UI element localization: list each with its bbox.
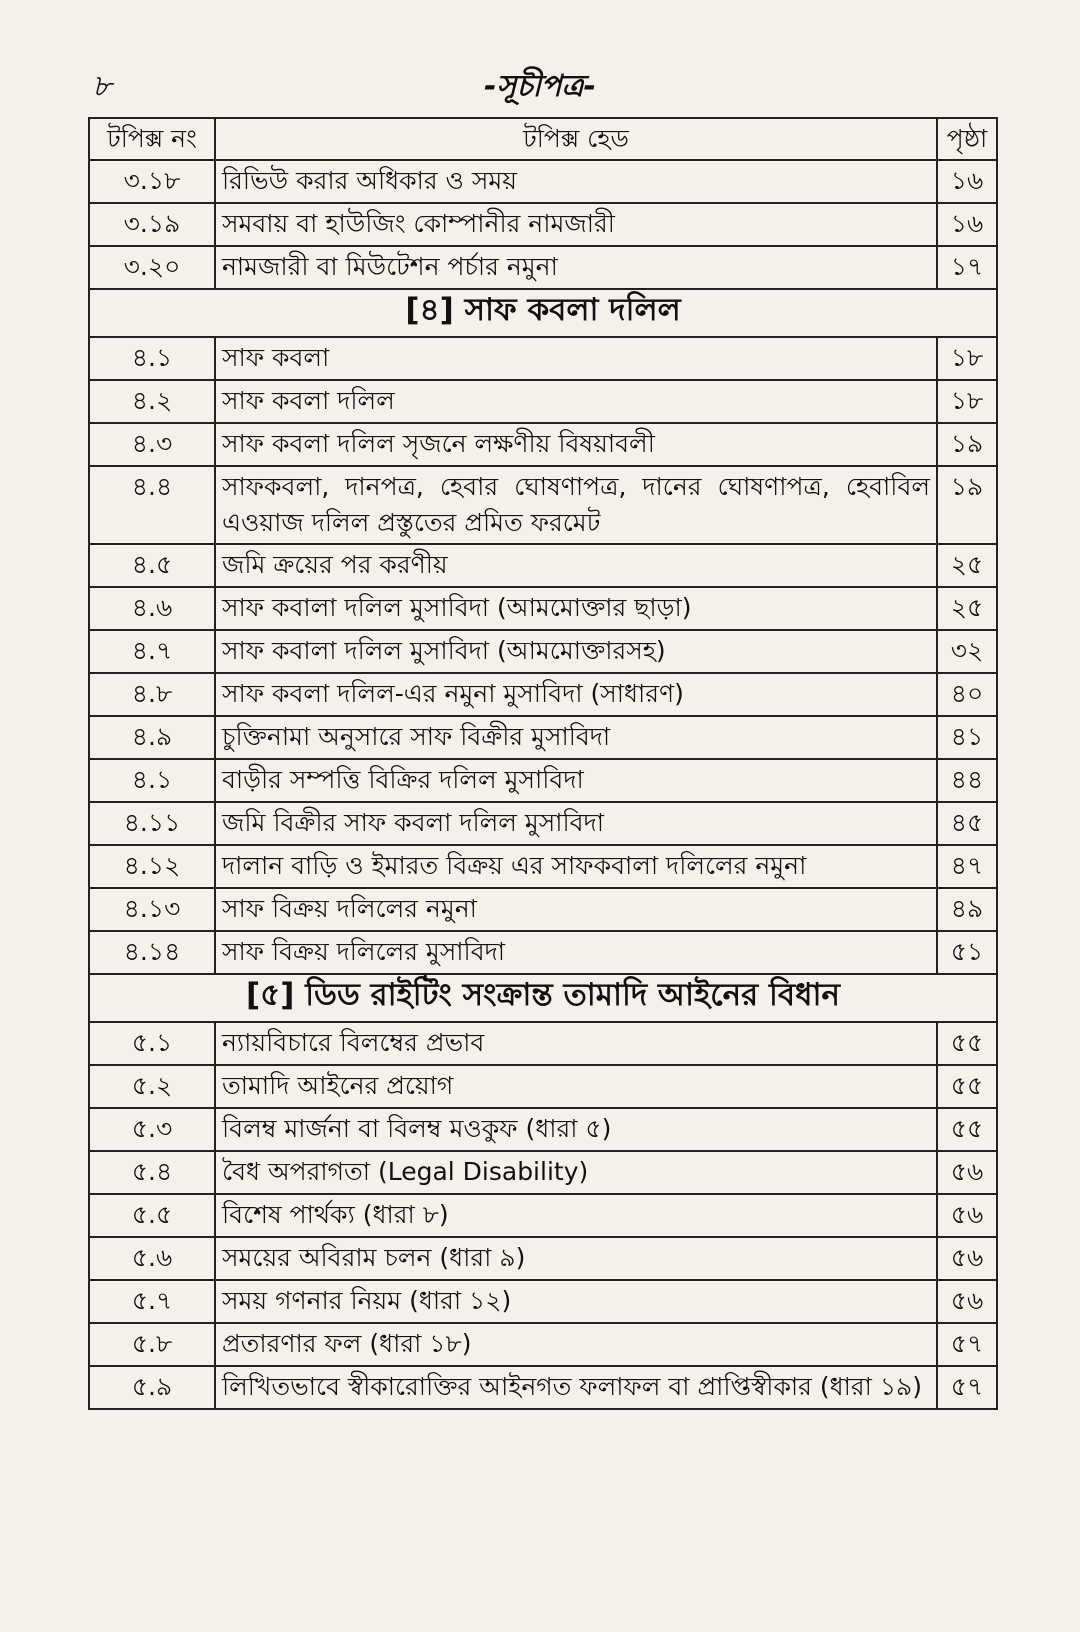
running-title: -সূচীপত্র-	[484, 69, 596, 104]
page-number: ৮	[92, 69, 112, 104]
topic-number: ৪.১	[89, 759, 215, 802]
table-row	[89, 160, 997, 203]
table-row	[89, 337, 997, 380]
page-ref: ৫৬	[937, 1151, 997, 1194]
page-ref: ১৬	[937, 160, 997, 203]
column-header-topic-no: টপিক্স নং	[89, 118, 215, 160]
topic-title: সময়ের অবিরাম চলন (ধারা ৯)	[215, 1237, 937, 1280]
topic-title: দালান বাড়ি ও ইমারত বিক্রয় এর সাফকবালা দলিলের নমুনা	[215, 845, 937, 888]
page-ref: ৫১	[937, 931, 997, 974]
table-row	[89, 673, 997, 716]
topic-title: রিভিউ করার অধিকার ও সময়	[215, 160, 937, 203]
table-row	[89, 630, 997, 673]
page-ref: ৪৭	[937, 845, 997, 888]
topic-number: ৫.৬	[89, 1237, 215, 1280]
page-ref: ১৮	[937, 380, 997, 423]
topic-title: সাফ কবলা দলিল-এর নমুনা মুসাবিদা (সাধারণ)	[215, 673, 937, 716]
topic-number: ৪.৩	[89, 423, 215, 466]
table-row	[89, 1366, 997, 1409]
page-ref: ৫৬	[937, 1237, 997, 1280]
topic-number: ৫.৮	[89, 1323, 215, 1366]
topic-title: সাফ কবলা দলিল সৃজনে লক্ষণীয় বিষয়াবলী	[215, 423, 937, 466]
table-row	[89, 845, 997, 888]
page-ref: ১৮	[937, 337, 997, 380]
table-header-row	[89, 118, 997, 160]
topic-number: ৫.২	[89, 1065, 215, 1108]
topic-title: সাফ বিক্রয় দলিলের নমুনা	[215, 888, 937, 931]
page-ref: ৩২	[937, 630, 997, 673]
topic-number: ৪.১১	[89, 802, 215, 845]
topic-title: জমি বিক্রীর সাফ কবলা দলিল মুসাবিদা	[215, 802, 937, 845]
topic-number: ৫.৭	[89, 1280, 215, 1323]
topic-title: সাফ কবলা	[215, 337, 937, 380]
topic-title: সাফ কবালা দলিল মুসাবিদা (আমমোক্তারসহ)	[215, 630, 937, 673]
topic-title: সাফকবলা, দানপত্র, হেবার ঘোষণাপত্র, দানের ঘোষণাপত্র, হেবাবিল এওয়াজ দলিল প্রস্তুতের প্রমিত ফরমেট	[215, 466, 937, 544]
table-row	[89, 1065, 997, 1108]
topic-number: ৪.১৩	[89, 888, 215, 931]
topic-title: বৈধ অপরাগতা (Legal Disability)	[215, 1151, 937, 1194]
page-ref: ৫৫	[937, 1108, 997, 1151]
table-row	[89, 1280, 997, 1323]
table-row	[89, 246, 997, 289]
table-row	[89, 423, 997, 466]
topic-number: ৪.৫	[89, 544, 215, 587]
topic-title: সাফ কবালা দলিল মুসাবিদা (আমমোক্তার ছাড়া)	[215, 587, 937, 630]
table-row	[89, 716, 997, 759]
topic-title: সমবায় বা হাউজিং কোম্পানীর নামজারী	[215, 203, 937, 246]
table-row	[89, 1194, 997, 1237]
topic-number: ৪.৮	[89, 673, 215, 716]
contents-table	[88, 117, 998, 1410]
topic-number: ৫.৫	[89, 1194, 215, 1237]
topic-title: সময় গণনার নিয়ম (ধারা ১২)	[215, 1280, 937, 1323]
topic-number: ৪.১	[89, 337, 215, 380]
topic-number: ৪.৭	[89, 630, 215, 673]
contents-body	[89, 160, 997, 1409]
table-row	[89, 1151, 997, 1194]
topic-number: ৪.২	[89, 380, 215, 423]
topic-number: ৫.৪	[89, 1151, 215, 1194]
topic-title: নামজারী বা মিউটেশন পর্চার নমুনা	[215, 246, 937, 289]
table-row	[89, 544, 997, 587]
topic-title: জমি ক্রয়ের পর করণীয়	[215, 544, 937, 587]
table-row	[89, 1108, 997, 1151]
table-row	[89, 1323, 997, 1366]
topic-title: চুক্তিনামা অনুসারে সাফ বিক্রীর মুসাবিদা	[215, 716, 937, 759]
page-ref: ৫৫	[937, 1022, 997, 1065]
page-ref: ৫৫	[937, 1065, 997, 1108]
topic-title: সাফ বিক্রয় দলিলের মুসাবিদা	[215, 931, 937, 974]
topic-title: বিশেষ পার্থক্য (ধারা ৮)	[215, 1194, 937, 1237]
table-row	[89, 203, 997, 246]
page-ref: ১৯	[937, 466, 997, 544]
table-row	[89, 587, 997, 630]
page-ref: ৫৭	[937, 1366, 997, 1409]
topic-number: ৩.২০	[89, 246, 215, 289]
topic-number: ৪.১৪	[89, 931, 215, 974]
page-ref: ২৫	[937, 587, 997, 630]
topic-number: ৪.১২	[89, 845, 215, 888]
topic-number: ৪.৪	[89, 466, 215, 544]
topic-title: লিখিতভাবে স্বীকারোক্তির আইনগত ফলাফল বা প্রাপ্তিস্বীকার (ধারা ১৯)	[215, 1366, 937, 1409]
topic-number: ৫.৩	[89, 1108, 215, 1151]
page-ref: ৫৭	[937, 1323, 997, 1366]
page-ref: ৪৯	[937, 888, 997, 931]
topic-number: ৫.৯	[89, 1366, 215, 1409]
topic-number: ৪.৬	[89, 587, 215, 630]
topic-number: ৩.১৮	[89, 160, 215, 203]
topic-title: প্রতারণার ফল (ধারা ১৮)	[215, 1323, 937, 1366]
table-row	[89, 466, 997, 544]
topic-title: সাফ কবলা দলিল	[215, 380, 937, 423]
topic-number: ৪.৯	[89, 716, 215, 759]
topic-title: বাড়ীর সম্পত্তি বিক্রির দলিল মুসাবিদা	[215, 759, 937, 802]
page-ref: ৪১	[937, 716, 997, 759]
page-ref: ৫৬	[937, 1194, 997, 1237]
table-row	[89, 1022, 997, 1065]
table-row	[89, 802, 997, 845]
page-ref: ৪০	[937, 673, 997, 716]
section-heading-row	[89, 289, 997, 337]
page-ref: ১৬	[937, 203, 997, 246]
topic-title: ন্যায়বিচারে বিলম্বের প্রভাব	[215, 1022, 937, 1065]
table-row	[89, 380, 997, 423]
section-heading: [৪] সাফ কবলা দলিল	[89, 289, 997, 337]
topic-title: বিলম্ব মার্জনা বা বিলম্ব মওকুফ (ধারা ৫)	[215, 1108, 937, 1151]
page-ref: ৪৫	[937, 802, 997, 845]
page-ref: ২৫	[937, 544, 997, 587]
section-heading-row	[89, 974, 997, 1022]
column-header-topic-head: টপিক্স হেড	[215, 118, 937, 160]
topic-number: ৫.১	[89, 1022, 215, 1065]
table-row	[89, 759, 997, 802]
page-ref: ৪৪	[937, 759, 997, 802]
table-row	[89, 931, 997, 974]
topic-number: ৩.১৯	[89, 203, 215, 246]
section-heading: [৫] ডিড রাইটিং সংক্রান্ত তামাদি আইনের বিধান	[89, 974, 997, 1022]
topic-title: তামাদি আইনের প্রয়োগ	[215, 1065, 937, 1108]
table-row	[89, 888, 997, 931]
page-ref: ১৯	[937, 423, 997, 466]
page-ref: ৫৬	[937, 1280, 997, 1323]
page-ref: ১৭	[937, 246, 997, 289]
column-header-page: পৃষ্ঠা	[937, 118, 997, 160]
table-row	[89, 1237, 997, 1280]
